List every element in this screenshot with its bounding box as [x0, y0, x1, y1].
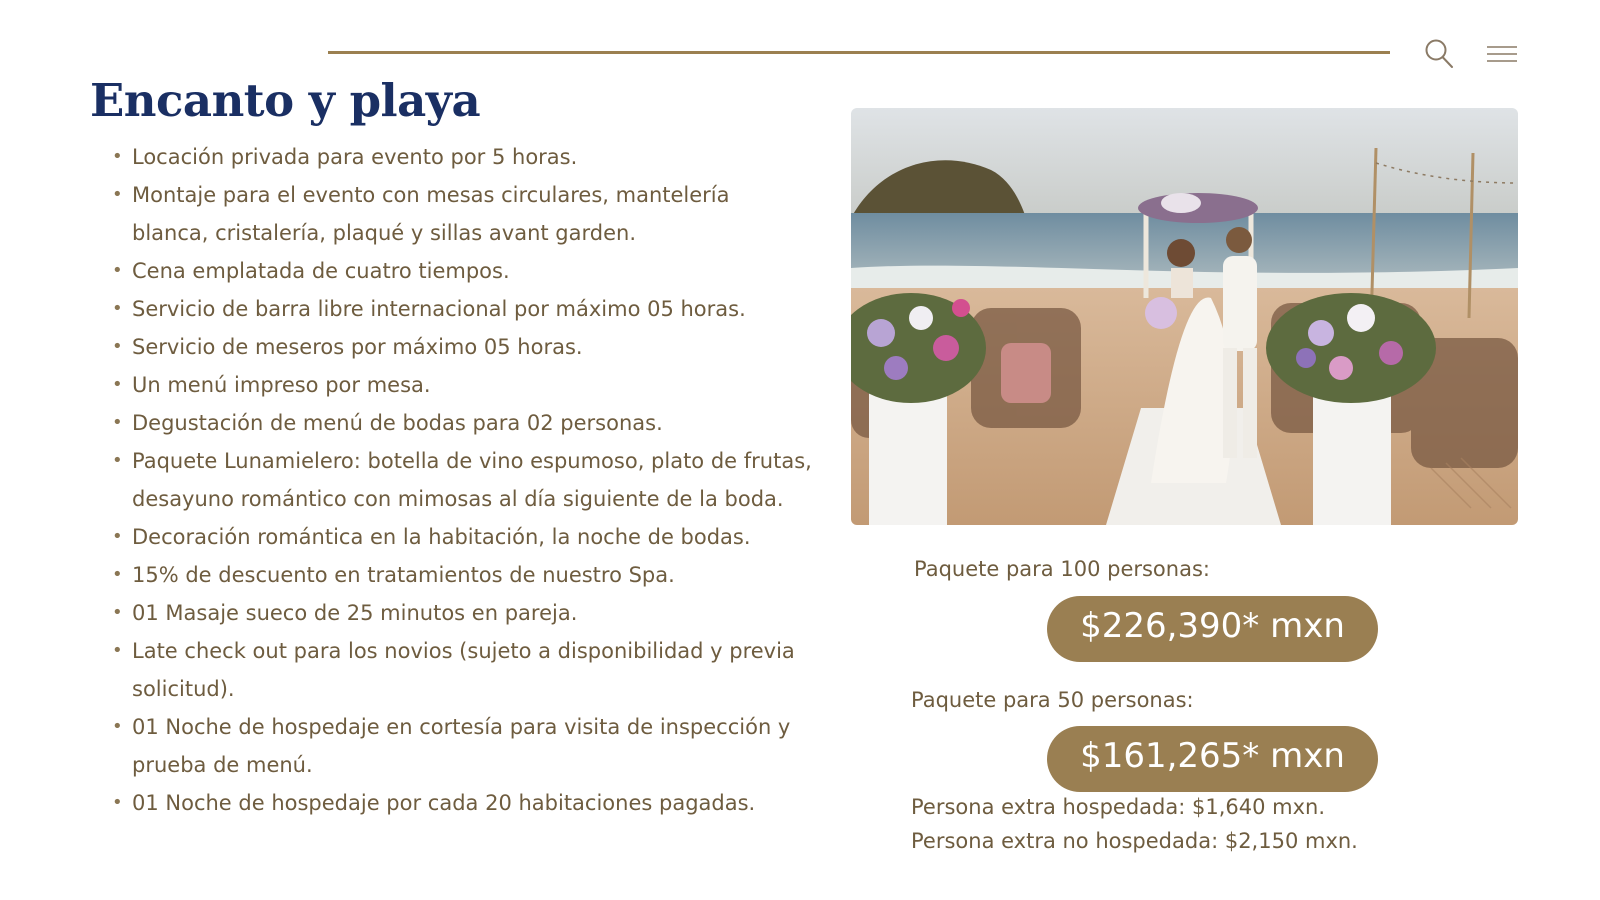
list-item: • Servicio de meseros por máximo 05 horas. [112, 328, 812, 366]
package-50-price-badge [1047, 726, 1378, 792]
list-item: • 01 Masaje sueco de 25 minutos en pareja. [112, 594, 812, 632]
page-title: Encanto y playa [90, 74, 481, 127]
wedding-beach-photo [851, 108, 1518, 525]
hamburger-menu-icon[interactable] [1486, 42, 1518, 66]
list-item: • Paquete Lunamielero: botella de vino espumoso, plato de frutas, desayuno romántico con mimosas al día siguiente de la boda. [112, 442, 812, 518]
package-50-price: $161,265* mxn [1080, 736, 1345, 776]
header-divider-line [328, 51, 1390, 54]
list-item: • 01 Noche de hospedaje en cortesía para visita de inspección y prueba de menú. [112, 708, 812, 784]
search-icon[interactable] [1424, 38, 1454, 70]
list-item: • Degustación de menú de bodas para 02 personas. [112, 404, 812, 442]
list-item: • Locación privada para evento por 5 horas. [112, 138, 812, 176]
list-item: • Late check out para los novios (sujeto a disponibilidad y previa solicitud). [112, 632, 812, 708]
package-100-label: Paquete para 100 personas: [914, 557, 1210, 581]
package-50-label: Paquete para 50 personas: [911, 688, 1194, 712]
list-item: • Cena emplatada de cuatro tiempos. [112, 252, 812, 290]
extra-person-lodged-price: Persona extra hospedada: $1,640 mxn. [911, 795, 1326, 819]
list-item: • 01 Noche de hospedaje por cada 20 habitaciones pagadas. [112, 784, 812, 822]
list-item: • Servicio de barra libre internacional por máximo 05 horas. [112, 290, 812, 328]
list-item: • Montaje para el evento con mesas circulares, mantelería blanca, cristalería, plaqué y sillas avant garden. [112, 176, 812, 252]
list-item: • 15% de descuento en tratamientos de nuestro Spa. [112, 556, 812, 594]
features-list [112, 138, 812, 822]
extra-person-not-lodged-price: Persona extra no hospedada: $2,150 mxn. [911, 829, 1358, 853]
list-item: • Decoración romántica en la habitación, la noche de bodas. [112, 518, 812, 556]
package-100-price-badge [1047, 596, 1378, 662]
list-item: • Un menú impreso por mesa. [112, 366, 812, 404]
package-100-price: $226,390* mxn [1080, 606, 1345, 646]
